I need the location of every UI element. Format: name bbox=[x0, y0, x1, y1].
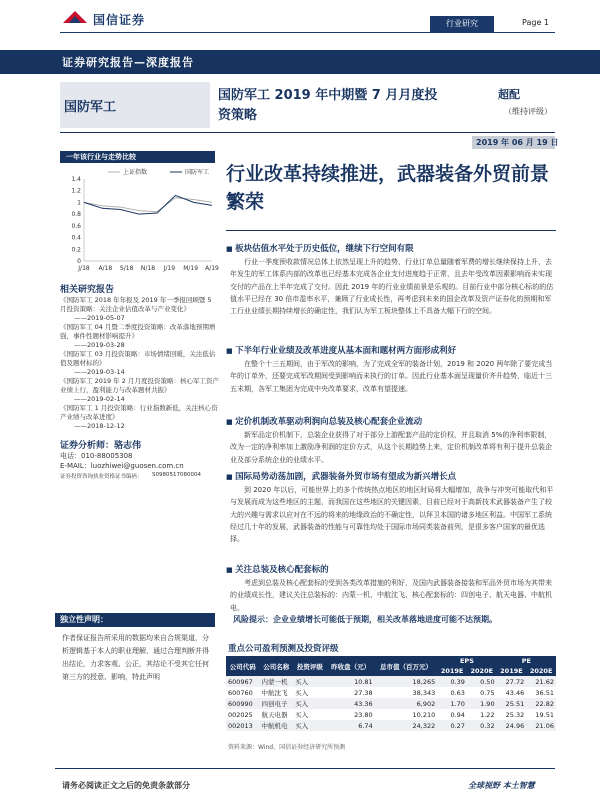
table-cell: 0.32 bbox=[467, 720, 497, 731]
table-cell: 买入 bbox=[295, 711, 309, 719]
table-cell: 21.06 bbox=[526, 720, 556, 731]
x-tick-label: J/19 bbox=[163, 265, 176, 272]
related-item-date: ——2019-03-28 bbox=[74, 341, 125, 349]
table-cell: 中航机电 bbox=[260, 720, 294, 731]
table-row bbox=[226, 720, 556, 731]
table-cell: 中航沈飞 bbox=[261, 689, 288, 697]
table-cell: 0.39 bbox=[437, 676, 467, 687]
table-cell: 25.32 bbox=[505, 710, 525, 719]
table-cell: 四创电子 bbox=[260, 698, 294, 709]
table-cell: 6,902 bbox=[375, 698, 438, 709]
related-item-date: ——2019-05-07 bbox=[74, 314, 125, 322]
trend-chart bbox=[60, 165, 220, 275]
table-cell: 23.80 bbox=[354, 710, 373, 719]
column-header: 2020E bbox=[526, 666, 556, 676]
y-tick-label: 1.4 bbox=[71, 176, 81, 183]
table-cell: 6.74 bbox=[327, 720, 375, 731]
section-body: 新军品定价机制下，总装企业获得了对于部分上游配套产品的定价权，并且取消 5%的净利率限制，改为一定的净利率加上激励净利润的定价方式，从这个长期趋势上来，定价机制改革将有利于提升总装企业及部分系统企业的业绩水平。 bbox=[230, 431, 552, 464]
table-cell: 0.94 bbox=[450, 710, 465, 719]
table-cell: 27.72 bbox=[497, 676, 527, 687]
related-item[interactable] bbox=[60, 377, 220, 404]
column-header: 昨收盘（元） bbox=[327, 656, 375, 676]
disclaimer-text: 作者保证报告所采用的数据均来自合规渠道，分析逻辑基于本人的职业理解，通过合理判断并得出结论，力求客观、公正，其结论不受其它任何第三方的授意、影响，特此声明 bbox=[62, 634, 209, 681]
section-body: 在整个十三五期间，由于军改的影响，为了完成全军的装备计划，2019 和 2020 两年除了要完成当年的订单外，还要完成军改期间受到影响而未执行的订单。因此行业基本面呈现量价齐升趋势，临近十三五末期，各军工集团为完成中央改革要求，改革有望提速。 bbox=[230, 360, 553, 393]
table-cell: 22.82 bbox=[526, 698, 556, 709]
certificate-number: S0980517080004 bbox=[152, 472, 201, 478]
section-title: ■ 国际局势动荡加剧，武器装备外贸市场有望成为新兴增长点 bbox=[226, 470, 456, 482]
header-divider bbox=[60, 32, 555, 33]
analyst-name: 证券分析师：骆志伟 bbox=[60, 441, 142, 451]
table-cell: 18,265 bbox=[375, 676, 438, 687]
table-cell: 600760 bbox=[228, 688, 253, 697]
disclaimer-title: 独立性声明： bbox=[60, 615, 108, 624]
table-cell: 24.96 bbox=[497, 720, 527, 731]
table-cell: 航天电器 bbox=[261, 711, 288, 719]
table-title: 重点公司盈利预测及投资评级 bbox=[228, 644, 339, 654]
report-title: 国防军工 2019 年中期暨 7 月月度投资策略 bbox=[218, 88, 438, 123]
chart-title: 一年该行业与走势比较 bbox=[66, 153, 136, 161]
table-cell: 内蒙一机 bbox=[260, 676, 294, 687]
table-cell: 买入 bbox=[293, 720, 327, 731]
y-tick-label: 1.2 bbox=[71, 187, 81, 195]
column-header: 2020E bbox=[467, 666, 497, 676]
column-header: 2019E bbox=[497, 666, 527, 676]
table-cell: 10,210 bbox=[412, 710, 436, 719]
column-header: 投资评级 bbox=[293, 656, 327, 676]
table-cell: 1.22 bbox=[480, 710, 495, 719]
related-item-date: ——2018-12-12 bbox=[74, 422, 125, 430]
related-item-title: 《国防军工 2018 年年报及 2019 年一季报回顾暨 5 月投资策略：关注企业估值改革与产业变化》 bbox=[60, 296, 212, 313]
analyst-email[interactable]: E-MAIL：luozhiwei@guosen.com.cn bbox=[60, 462, 184, 470]
risk-warning: 风险提示：企业业绩增长可能低于预期，相关改革落地进度可能不达预期。 bbox=[233, 615, 497, 624]
table-cell: 买入 bbox=[295, 689, 309, 697]
table-row bbox=[226, 709, 556, 720]
related-item-title: 《国防军工 04 月暨二季度投资策略：改革落地预期增强，事件性题材影响提升》 bbox=[60, 323, 216, 340]
column-header: 2019E bbox=[437, 666, 467, 676]
rating: 超配 bbox=[498, 88, 520, 101]
table-cell: 36.51 bbox=[535, 688, 554, 697]
related-research-list bbox=[60, 296, 220, 431]
certificate-label: 证券投资咨询执业资格证书编码： bbox=[60, 474, 143, 480]
table-cell: 24,322 bbox=[375, 720, 438, 731]
report-type: 证券研究报告—深度报告 bbox=[62, 56, 194, 69]
related-item-date: ——2019-02-14 bbox=[74, 395, 125, 403]
table-cell: 27.38 bbox=[354, 688, 373, 697]
table-cell: 1.70 bbox=[437, 698, 467, 709]
table-cell: 25.51 bbox=[497, 698, 527, 709]
table-cell: 买入 bbox=[293, 676, 327, 687]
header-tag: 行业研究 bbox=[430, 16, 494, 32]
section-title: ■ 定价机制改革驱动利润向总装及核心配套企业流动 bbox=[226, 415, 422, 427]
y-tick-label: 0.4 bbox=[71, 234, 81, 242]
legend-label: 上证指数 bbox=[123, 169, 148, 176]
forecast-table bbox=[226, 656, 556, 731]
industry-name: 国防军工 bbox=[64, 100, 117, 115]
x-tick-label: M/19 bbox=[183, 265, 199, 272]
y-tick-label: 0 bbox=[77, 258, 81, 265]
related-item[interactable] bbox=[60, 296, 220, 323]
table-cell: 0.75 bbox=[480, 688, 495, 697]
related-item[interactable] bbox=[60, 404, 220, 431]
column-header: 公司代码 bbox=[226, 656, 260, 676]
table-row bbox=[226, 698, 556, 709]
column-header: EPS bbox=[437, 656, 496, 666]
x-tick-label: S/18 bbox=[119, 265, 134, 272]
footer-divider bbox=[55, 768, 555, 769]
section-title: ■ 下半年行业业绩及改革进度从基本面和题材两方面形成利好 bbox=[226, 344, 456, 356]
footer-slogan: 全球视野 本土智慧 bbox=[468, 781, 535, 790]
rating-note: （维持评级） bbox=[504, 107, 552, 116]
table-cell: 43.46 bbox=[505, 688, 525, 697]
table-cell: 43.36 bbox=[327, 698, 375, 709]
x-tick-label: J/18 bbox=[78, 265, 90, 272]
table-cell: 600967 bbox=[226, 676, 260, 687]
column-header: PE bbox=[497, 656, 556, 666]
y-tick-label: 0.6 bbox=[71, 222, 81, 230]
table-cell: 19.51 bbox=[535, 710, 554, 719]
related-item-title: 《国防军工 2019 年 2 月月度投资策略：核心军工资产业绩上行，盈利能力与改革题材共振》 bbox=[60, 377, 219, 394]
y-tick-label: 0.2 bbox=[71, 246, 81, 254]
related-item[interactable] bbox=[60, 323, 220, 350]
legend-label: 国防军工 bbox=[185, 169, 210, 176]
column-header: 公司名称 bbox=[260, 656, 294, 676]
table-cell: 10.81 bbox=[327, 676, 375, 687]
title-divider bbox=[60, 132, 555, 133]
related-research-title: 相关研究报告 bbox=[60, 285, 115, 295]
table-cell: 0.50 bbox=[467, 676, 497, 687]
table-cell: 21.62 bbox=[526, 676, 556, 687]
related-item-title: 《国防军工 1 月投资策略：行业指数新低，关注核心资产业绩与改革进度》 bbox=[60, 404, 218, 421]
brand-logo-icon bbox=[62, 10, 88, 24]
section-body: 到 2020 年以后，可能世界上的多个传统热点地区的地区时局将大幅增加，战争与冲突可能取代和平与发展而成为这些地区的主题，而我国在这些地区的关键因素，目前已经对于高新技术武器装备产生了较大的兴趣与需求以应对在不远的将来的地缘政治的不确定性，以拜卫本国的诸多地区利益。中国军工系统经过几十年的发展，武器装备的性能与可靠性均处于国际市场同类装备前列，是很多客户国家的最优选择。 bbox=[230, 486, 554, 544]
related-item-title: 《国防军工 03 月投资策略：市场情绪回暖，关注低估值及题材标的》 bbox=[60, 350, 216, 367]
table-cell: 0.63 bbox=[450, 688, 465, 697]
table-row bbox=[226, 676, 556, 687]
table-cell: 0.27 bbox=[437, 720, 467, 731]
table-cell: 600990 bbox=[226, 698, 260, 709]
headline: 行业改革持续推进，武器装备外贸前景繁荣 bbox=[226, 163, 550, 213]
section-title: ■ 板块估值水平处于历史低位，继续下行空间有限 bbox=[226, 242, 414, 254]
related-item[interactable] bbox=[60, 350, 220, 377]
table-row bbox=[226, 687, 556, 698]
column-header: 总市值（百万元） bbox=[375, 656, 438, 676]
y-tick-label: 0.8 bbox=[71, 211, 81, 219]
table-source: 资料来源：Wind、国信证券经济研究所预测 bbox=[228, 744, 346, 751]
table-cell: 1.90 bbox=[467, 698, 497, 709]
section-body: 行业一季度预收款情况总体上依然呈现上升的趋势，行业订单总量随着军费的增长继续保持上升，去年发生的军工体系内部的改革也已经基本完成各企业支付进度趋于正常，且去年受改革因素影响而未实现交付的产品在上半年完成了交付。因此 2019 年的行业业绩前景是乐观的。目前行业中部分核心标的的估值水平已经在 30 倍市盈率水平，兼顾了行业成长性，再考虑到未来的国企改革及资产证券化的预期和军工行业业绩长期持续增长的确定性，我们认为军工板块整体上不具备大幅下行的空间。 bbox=[230, 258, 554, 316]
x-tick-label: N/18 bbox=[140, 265, 156, 272]
report-date: 2019 年 06 月 19 日 bbox=[476, 138, 559, 147]
table-cell: 002025 bbox=[228, 710, 253, 719]
analyst-phone: 电话：010-88005308 bbox=[60, 452, 133, 460]
table-cell: 38,343 bbox=[412, 688, 436, 697]
table-cell: 买入 bbox=[293, 698, 327, 709]
related-item-date: ——2019-03-14 bbox=[74, 368, 125, 376]
section-title: ■ 关注总装及核心配套标的 bbox=[226, 563, 329, 575]
headline-divider bbox=[226, 230, 556, 231]
table-cell: 002013 bbox=[226, 720, 260, 731]
series-line bbox=[84, 198, 212, 212]
section-body: 考虑到总装及核心配套标的受到各类改革措施的利好，及国内武器装备接装和军品外贸市场为其带来的业绩成长性，建议关注总装标的：内蒙一机、中航沈飞、核心配套标的：四创电子、航天电器、中航机电。 bbox=[230, 579, 552, 612]
x-tick-label: A/19 bbox=[205, 265, 219, 272]
brand-name: 国信证券 bbox=[93, 13, 146, 27]
page-number: Page 1 bbox=[522, 18, 549, 27]
x-tick-label: A/18 bbox=[98, 265, 113, 272]
footer-disclaimer: 请务必阅读正文之后的免责条款部分 bbox=[62, 781, 190, 790]
y-tick-label: 1 bbox=[77, 199, 81, 207]
